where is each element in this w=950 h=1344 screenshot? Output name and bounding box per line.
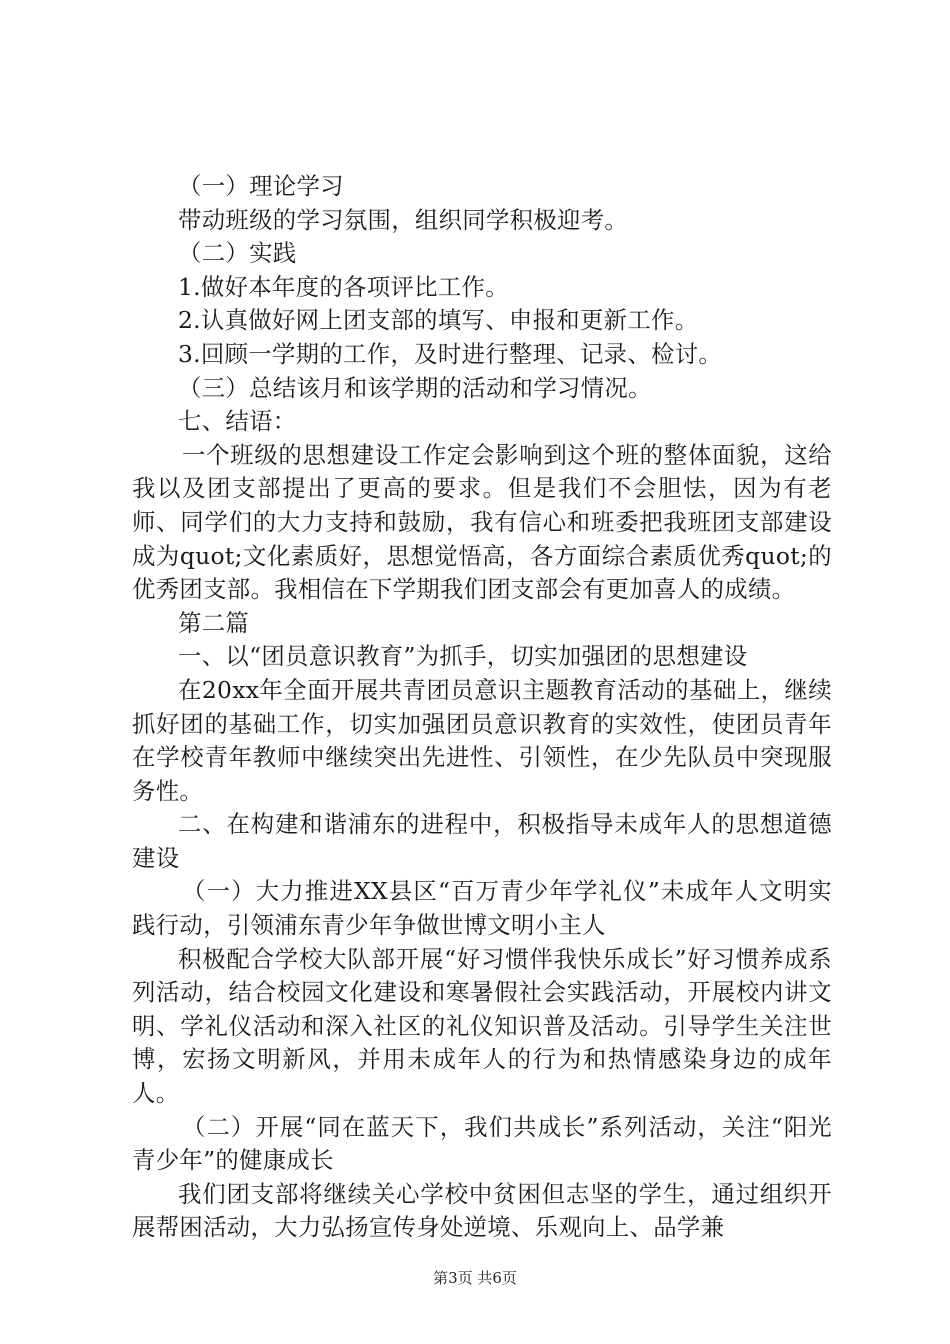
paragraph-theory-study: 带动班级的学习氛围，组织同学积极迎考。 bbox=[178, 205, 629, 234]
subheading-blue-sky: （二）开展“同在蓝天下，我们共成长”系列活动，关注“阳光青少年”的健康成长 bbox=[132, 1112, 832, 1175]
paragraph-conclusion: 一个班级的思想建设工作定会影响到这个班的整体面貌，这给我以及团支部提出了更高的要求。但是我们不会胆怯，因为有老师、同学们的大力支持和鼓励，我有信心和班委把我班团支部建设成为quot;文化素质好，思想觉悟高，各方面综合素质优秀quot;的优秀团支部。我相信在下学期我们团支部会有更加喜人的成绩。 bbox=[132, 440, 832, 604]
paragraph-blue-sky: 我们团支部将继续关心学校中贫困但志坚的学生，通过组织开展帮困活动，大力弘扬宣传身处逆境、乐观向上、品学兼 bbox=[132, 1179, 832, 1242]
document-body bbox=[132, 170, 832, 1245]
list-item-1: 1.做好本年度的各项评比工作。 bbox=[178, 272, 509, 301]
list-item-3: 3.回顾一学期的工作，及时进行整理、记录、检讨。 bbox=[178, 339, 723, 368]
subheading-summary: （三）总结该月和该学期的活动和学习情况。 bbox=[178, 373, 652, 402]
heading-section-one: 一、以“团员意识教育”为抓手，切实加强团的思想建设 bbox=[178, 642, 748, 671]
heading-part-two: 第二篇 bbox=[178, 608, 250, 637]
subheading-etiquette: （一）大力推进XX县区“百万青少年学礼仪”未成年人文明实践行动，引领浦东青少年争做世博文明小主人 bbox=[132, 877, 832, 940]
heading-conclusion: 七、结语： bbox=[178, 407, 297, 436]
list-item-2: 2.认真做好网上团支部的填写、申报和更新工作。 bbox=[178, 306, 699, 335]
paragraph-section-one: 在20xx年全面开展共青团员意识主题教育活动的基础上，继续抓好团的基础工作，切实加强团员意识教育的实效性，使团员青年在学校青年教师中继续突出先进性、引领性，在少先队员中突现服务性。 bbox=[132, 675, 832, 805]
subheading-theory-study: （一）理论学习 bbox=[178, 172, 344, 200]
heading-section-two: 二、在构建和谐浦东的进程中，积极指导未成年人的思想道德建设 bbox=[132, 810, 832, 872]
paragraph-etiquette: 积极配合学校大队部开展“好习惯伴我快乐成长”好习惯养成系列活动，结合校园文化建设和寒暑假社会实践活动，开展校内讲文明、学礼仪活动和深入社区的礼仪知识普及活动。引导学生关注世博，宏扬文明新风，并用未成年人的行为和热情感染身边的成年人。 bbox=[132, 944, 832, 1108]
page-footer: 第3页 共6页 bbox=[433, 1269, 517, 1287]
subheading-practice: （二）实践 bbox=[178, 239, 297, 268]
